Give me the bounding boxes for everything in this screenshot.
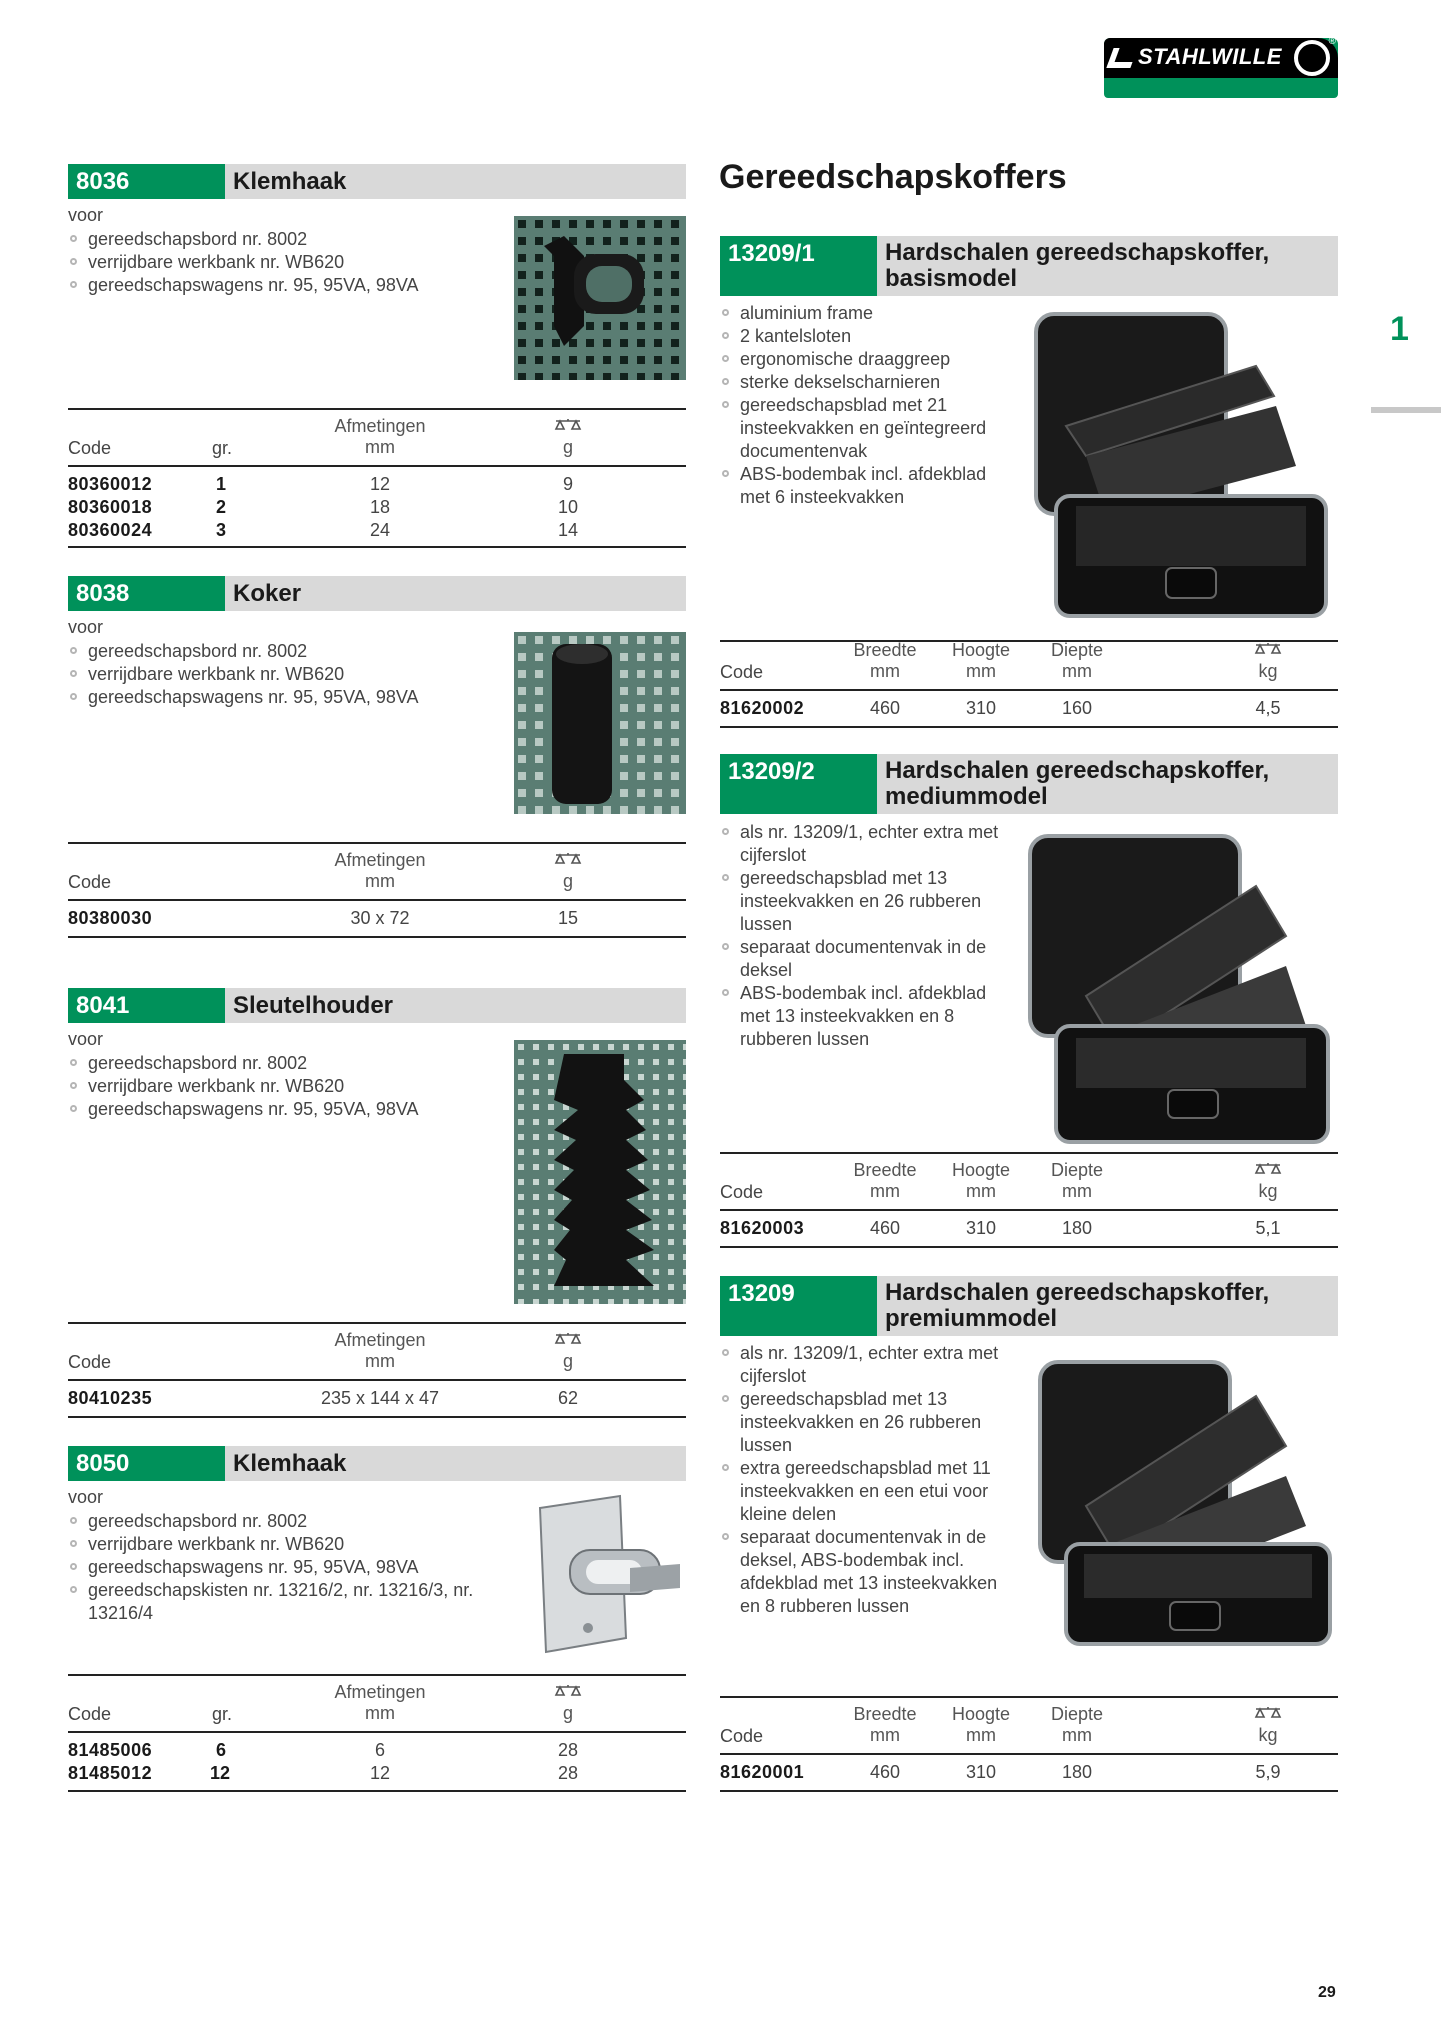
section-title: Klemhaak [225,164,686,199]
list-item: gereedschapsbord nr. 8002 [68,1052,488,1075]
section-header-8041 [68,988,686,1023]
scale-icon [553,852,583,866]
scale-icon [553,1684,583,1698]
col-header-weight: g [538,1330,598,1372]
section-title: Klemhaak [225,1446,686,1481]
chapter-tab-bar [1371,407,1441,413]
col-header-weight: kg [1238,640,1298,682]
col-header-code: Code [68,1704,112,1724]
list-item: ABS-bodembak incl. afdekblad met 6 insteekvakken [720,463,1010,509]
list-item: gereedschapswagens nr. 95, 95VA, 98VA [68,686,488,709]
product-photo-koffer-mediummodel [1026,826,1338,1148]
section-title: Hardschalen gereedschapskoffer, premiummodel [877,1276,1338,1336]
list-item: gereedschapswagens nr. 95, 95VA, 98VA [68,1556,488,1579]
section-number: 8038 [68,576,225,611]
col-header-code: Code [68,438,112,458]
section-title: Hardschalen gereedschapskoffer, mediummodel [877,754,1338,814]
col-header-hoogte: Hoogte mm [951,1704,1011,1745]
list-item: gereedschapsbord nr. 8002 [68,228,488,251]
list-item: gereedschapswagens nr. 95, 95VA, 98VA [68,1098,488,1121]
section-number: 13209/2 [720,754,877,814]
voor-label: voor [68,617,104,637]
list-item: ABS-bodembak incl. afdekblad met 13 insteekvakken en 8 rubberen lussen [720,982,1020,1051]
col-header-hoogte: Hoogte mm [951,640,1011,681]
list-item: als nr. 13209/1, echter extra met cijferslot [720,821,1020,867]
col-header-afmetingen: Afmetingen mm [334,1330,426,1371]
section-number: 8041 [68,988,225,1023]
col-header-afmetingen: Afmetingen mm [334,416,426,457]
col-header-code: Code [68,872,112,892]
section-title: Koker [225,576,686,611]
bullet-list [720,302,1010,509]
voor-label: voor [68,1029,104,1049]
list-item: verrijdbare werkbank nr. WB620 [68,1533,488,1556]
list-item: gereedschapsbord nr. 8002 [68,640,488,663]
list-item: verrijdbare werkbank nr. WB620 [68,1075,488,1098]
voor-label: voor [68,1487,104,1507]
bullet-list [68,1510,488,1625]
list-item: gereedschapsblad met 13 insteekvakken en 26 rubberen lussen [720,867,1020,936]
section-title: Hardschalen gereedschapskoffer, basismodel [877,236,1338,296]
list-item: gereedschapsbord nr. 8002 [68,1510,488,1533]
col-header-diepte: Diepte mm [1050,640,1104,681]
product-photo-klemhaak-metaal [530,1488,686,1660]
logo-text: STAHLWILLE [1138,44,1282,69]
list-item: extra gereedschapsblad met 11 insteekvakken en een etui voor kleine delen [720,1457,1020,1526]
product-photo-sleutelhouder [514,1040,686,1304]
scale-icon [553,418,583,432]
voor-label: voor [68,205,104,225]
col-header-code: Code [68,1352,112,1372]
gear-icon [1294,40,1330,76]
list-item: als nr. 13209/1, echter extra met cijferslot [720,1342,1020,1388]
product-photo-koffer-premiummodel [1036,1356,1338,1652]
col-header-code: Code [720,662,764,682]
list-item: verrijdbare werkbank nr. WB620 [68,663,488,686]
col-header-weight: kg [1238,1160,1298,1202]
scale-icon [1253,642,1283,656]
section-number: 8050 [68,1446,225,1481]
col-header-code: Code [720,1726,764,1746]
chapter-number: 1 [1390,310,1409,348]
product-photo-koker [514,632,686,814]
col-header-gr: gr. [212,438,233,458]
col-header-breedte: Breedte mm [853,1704,917,1745]
col-header-afmetingen: Afmetingen mm [334,1682,426,1723]
logo-mark-icon [1106,48,1137,68]
stahlwille-logo: STAHLWILLE ® [1104,38,1338,98]
list-item: ergonomische draaggreep [720,348,1010,371]
section-header-13209-2 [720,754,1338,814]
section-header-8038 [68,576,686,611]
list-item: gereedschapswagens nr. 95, 95VA, 98VA [68,274,488,297]
product-photo-klemhaak [514,216,686,380]
list-item: aluminium frame [720,302,1010,325]
list-item: separaat documentenvak in de deksel [720,936,1020,982]
list-item: gereedschapskisten nr. 13216/2, nr. 13216/3, nr. 13216/4 [68,1579,488,1625]
col-header-weight: g [538,1682,598,1724]
section-number: 13209 [720,1276,877,1336]
scale-icon [553,1332,583,1346]
scale-icon [1253,1162,1283,1176]
bullet-list [720,1342,1020,1618]
list-item: sterke dekselscharnieren [720,371,1010,394]
list-item: verrijdbare werkbank nr. WB620 [68,251,488,274]
list-item: separaat documentenvak in de deksel, ABS-bodembak incl. afdekblad met 13 insteekvakken en 8 rubberen lussen [720,1526,1020,1618]
page-number: 29 [1318,1984,1336,2001]
list-item: gereedschapsblad met 21 insteekvakken en geïntegreerd documentenvak [720,394,1010,463]
section-title: Sleutelhouder [225,988,686,1023]
col-header-gr: gr. [212,1704,233,1724]
scale-icon [1253,1706,1283,1720]
product-photo-koffer-basismodel [1026,306,1338,626]
bullet-list [720,821,1020,1051]
section-header-8050 [68,1446,686,1481]
page-title: Gereedschapskoffers [719,158,1067,196]
bullet-list [68,1052,488,1121]
col-header-breedte: Breedte mm [853,1160,917,1201]
section-number: 8036 [68,164,225,199]
col-header-code: Code [720,1182,764,1202]
col-header-diepte: Diepte mm [1050,1160,1104,1201]
bullet-list [68,228,488,297]
col-header-weight: g [538,850,598,892]
bullet-list [68,640,488,709]
col-header-weight: g [538,416,598,458]
col-header-afmetingen: Afmetingen mm [334,850,426,891]
list-item: 2 kantelsloten [720,325,1010,348]
section-number: 13209/1 [720,236,877,296]
col-header-hoogte: Hoogte mm [951,1160,1011,1201]
col-header-weight: kg [1238,1704,1298,1746]
col-header-breedte: Breedte mm [853,640,917,681]
list-item: gereedschapsblad met 13 insteekvakken en 26 rubberen lussen [720,1388,1020,1457]
section-header-13209-1 [720,236,1338,296]
col-header-diepte: Diepte mm [1050,1704,1104,1745]
section-header-8036 [68,164,686,199]
section-header-13209 [720,1276,1338,1336]
